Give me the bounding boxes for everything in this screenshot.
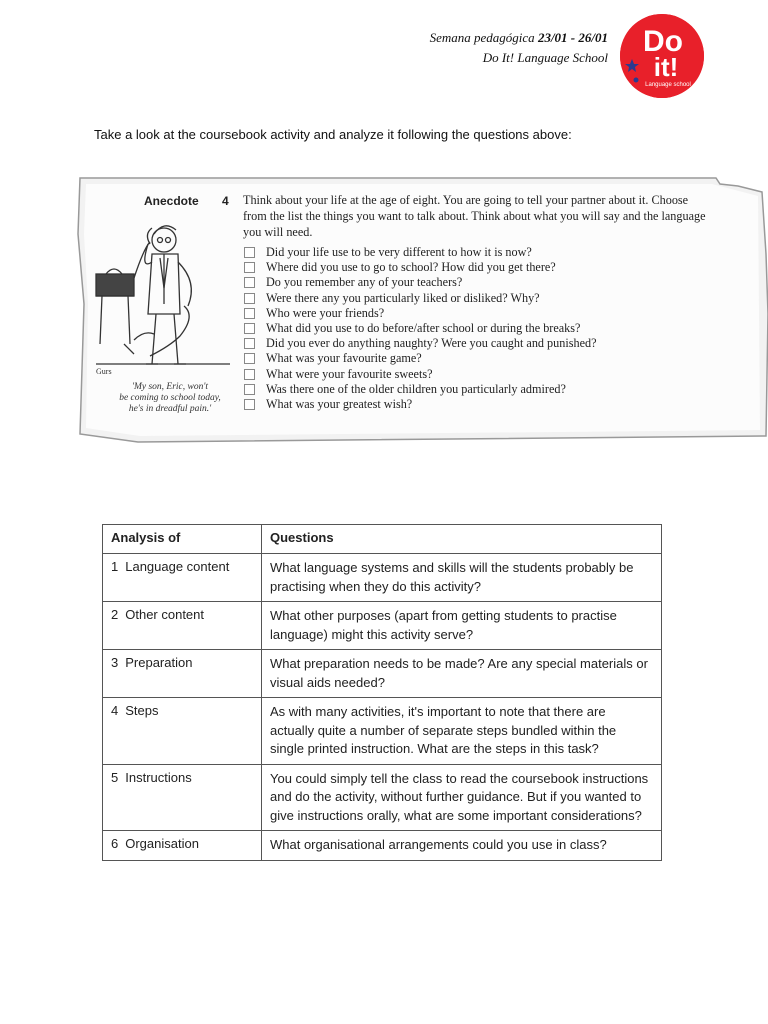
table-row [103,764,662,831]
list-item-text: What did you use to do before/after school or during the breaks? [266,320,581,335]
checkbox-icon [244,277,255,288]
checkbox-icon [244,338,255,349]
row-number: 5 [111,769,119,785]
table-row [103,831,662,861]
row-number: 6 [111,836,119,851]
clipping-intro: Think about your life at the age of eight. You are going to tell your partner about it. Choose from the list the things you want to talk about. Think about what you will say and the language you will need. [243,193,706,239]
column-header-questions: Questions [262,525,662,554]
list-item-text: Were there any you particularly liked or disliked? Why? [266,290,540,305]
question-cell: What other purposes (apart from getting students to practise language) might this activity serve? [262,602,662,650]
row-label: Instructions [125,769,192,785]
school-logo [620,14,704,98]
svg-text:Gurs: Gurs [96,367,112,376]
row-label: Other content [125,607,205,622]
row-number: 3 [111,655,119,670]
checkbox-icon [244,384,255,395]
question-cell: What language systems and skills will the students probably be practising when they do this activity? [262,554,662,602]
question-cell: You could simply tell the class to read the coursebook instructions and do the activity, without further guidance. But if you wanted to give instructions orally, what are some important considerations? [262,764,662,831]
cartoon-caption [106,382,234,415]
question-cell: What organisational arrangements could you use in class? [262,831,662,861]
list-item [244,367,596,382]
row-label: Organisation [125,836,199,851]
svg-text:Do: Do [643,25,683,58]
list-item-text: Who were your friends? [266,305,385,320]
list-item [244,321,596,336]
analysis-cell [103,554,262,602]
checkbox-icon [244,369,255,380]
cartoon-illustration [94,214,234,384]
caption-line-1: 'My son, Eric, won't [131,382,209,392]
checkbox-icon [244,308,255,319]
list-item-text: Did your life use to be very different to how it is now? [266,245,532,259]
clipping-number: 4 [222,194,229,208]
page-header [430,28,608,68]
svg-text:it!: it! [653,52,679,82]
list-item-text: Did you ever do anything naughty? Were you caught and punished? [266,336,597,351]
list-item [244,291,596,306]
checkbox-icon [244,353,255,364]
list-item [244,260,596,275]
caption-line-3: he's in dreadful pain.' [128,404,212,414]
table-header-row [103,525,662,554]
table-row [103,554,662,602]
row-label: Steps [125,703,159,718]
checkbox-icon [244,293,255,304]
analysis-cell [103,602,262,650]
list-item-text: What was your favourite game? [266,351,422,366]
list-item-text: Was there one of the older children you particularly admired? [266,381,566,396]
list-item [244,382,596,397]
analysis-cell [103,831,262,861]
checkbox-icon [244,247,255,258]
header-dates: 23/01 - 26/01 [537,30,608,45]
list-item [244,351,596,366]
row-number: 1 [111,559,119,574]
table-row [103,650,662,698]
list-item [244,336,596,351]
list-item [244,245,596,260]
list-item-text: What were your favourite sweets? [266,366,433,381]
caption-line-2: be coming to school today, [119,393,221,403]
analysis-cell [103,764,262,831]
checkbox-icon [244,323,255,334]
checkbox-icon [244,399,255,410]
question-cell: As with many activities, it's important to note that there are actually quite a number of separate steps bundled within the single printed instruction. What are the steps in this task? [262,698,662,765]
svg-text:Language school: Language school [645,82,691,88]
analysis-cell [103,650,262,698]
clipping-question-list [244,245,596,412]
header-school: Do It! Language School [482,50,608,65]
instruction-text: Take a look at the coursebook activity and analyze it following the questions above: [94,127,572,142]
header-week-line [430,28,608,48]
clipping-title: Anecdote [144,194,199,208]
table-row [103,602,662,650]
list-item-text: What was your greatest wish? [266,396,413,411]
list-item-text: Do you remember any of your teachers? [266,275,463,290]
row-number: 4 [111,703,119,718]
column-header-analysis: Analysis of [103,525,262,554]
analysis-table [102,524,662,861]
table-row [103,698,662,765]
list-item [244,275,596,290]
list-item [244,306,596,321]
row-label: Preparation [125,655,193,670]
question-cell: What preparation needs to be made? Are any special materials or visual aids needed? [262,650,662,698]
list-item-text: Where did you use to go to school? How did you get there? [266,260,556,275]
coursebook-clipping [76,174,768,444]
analysis-cell [103,698,262,765]
logo-graphic [620,14,704,98]
checkbox-icon [244,262,255,273]
row-number: 2 [111,607,119,622]
row-label: Language content [125,559,230,574]
header-week-label: Semana pedagógica [429,30,535,45]
list-item [244,397,596,412]
